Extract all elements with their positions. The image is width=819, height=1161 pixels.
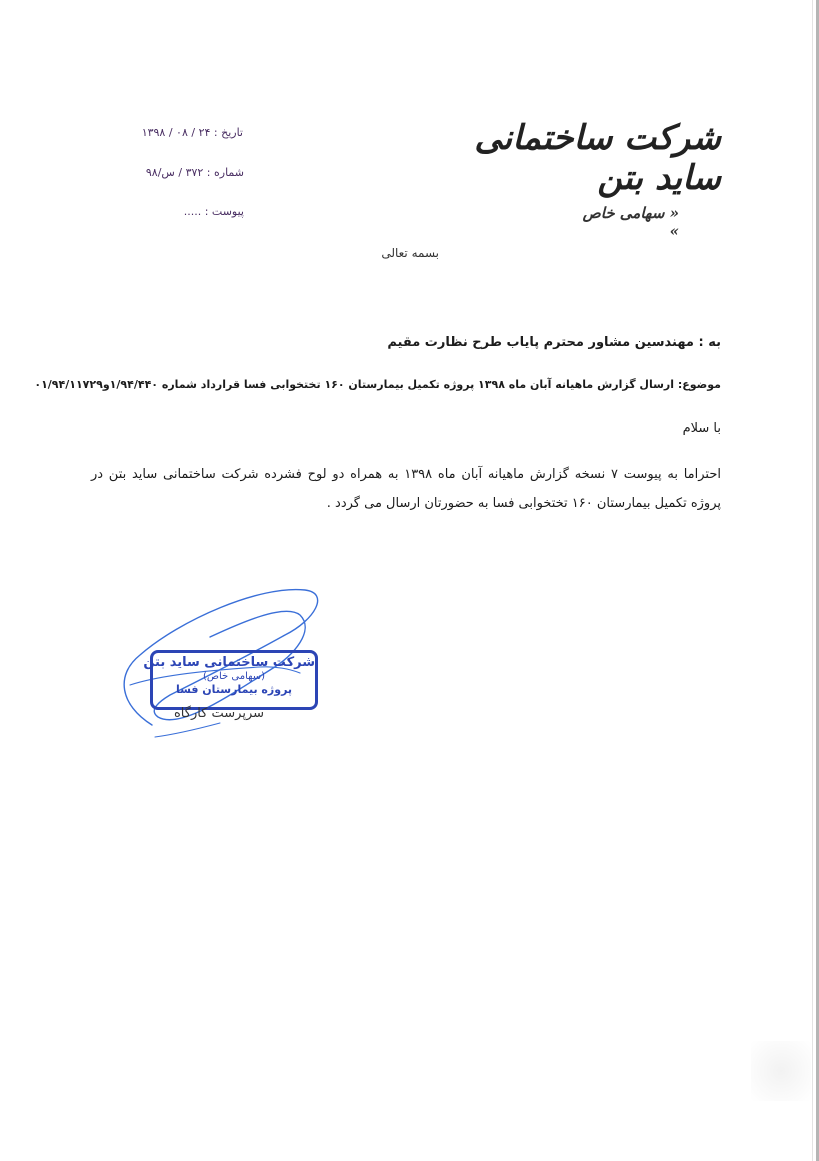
company-stamp xyxy=(143,650,318,710)
letter-date: تاریخ : ۲۴ / ۰۸ / ۱۳۹۸ xyxy=(141,126,243,139)
stamp-company-type: (سهامی خاص) xyxy=(202,671,266,682)
scan-smudge xyxy=(751,1041,811,1101)
company-type: « سهامی خاص » xyxy=(582,204,679,240)
stamp-project-name: پروژه بیمارستان فسا xyxy=(175,683,293,696)
scan-edge-line xyxy=(812,0,813,1161)
company-name: شرکت ساختمانی ساید بتن xyxy=(474,118,721,198)
bismillah: بسمه تعالی xyxy=(381,246,439,260)
stamp-company-name: شرکت ساختمانی ساید بتن xyxy=(143,655,315,670)
signatory-title: سرپرست کارگاه xyxy=(174,706,265,721)
letter-attachment: پیوست : ..... xyxy=(183,205,244,218)
subject-line: موضوع: ارسال گزارش ماهیانه آبان ماه ۱۳۹۸ پروژه تکمیل بیمارستان ۱۶۰ تختخوابی فسا قرارداد شماره ۱/۹۴/۴۴۰و۰۱/۹۴/۱۱۷۲۹ xyxy=(34,378,721,391)
greeting: با سلام xyxy=(682,421,721,436)
recipient-line: به : مهندسین مشاور محترم پایاب طرح نظارت مقیم xyxy=(387,335,721,350)
letter-body: احتراما به پیوست ۷ نسخه گزارش ماهیانه آبان ماه ۱۳۹۸ به همراه دو لوح فشرده شرکت ساختمانی ساید بتن در پروژه تکمیل بیمارستان ۱۶۰ تختخوابی فسا به حضورتان ارسال می گردد . xyxy=(91,467,721,511)
letter-number: شماره : ۳۷۲ / س/۹۸ xyxy=(145,166,244,179)
